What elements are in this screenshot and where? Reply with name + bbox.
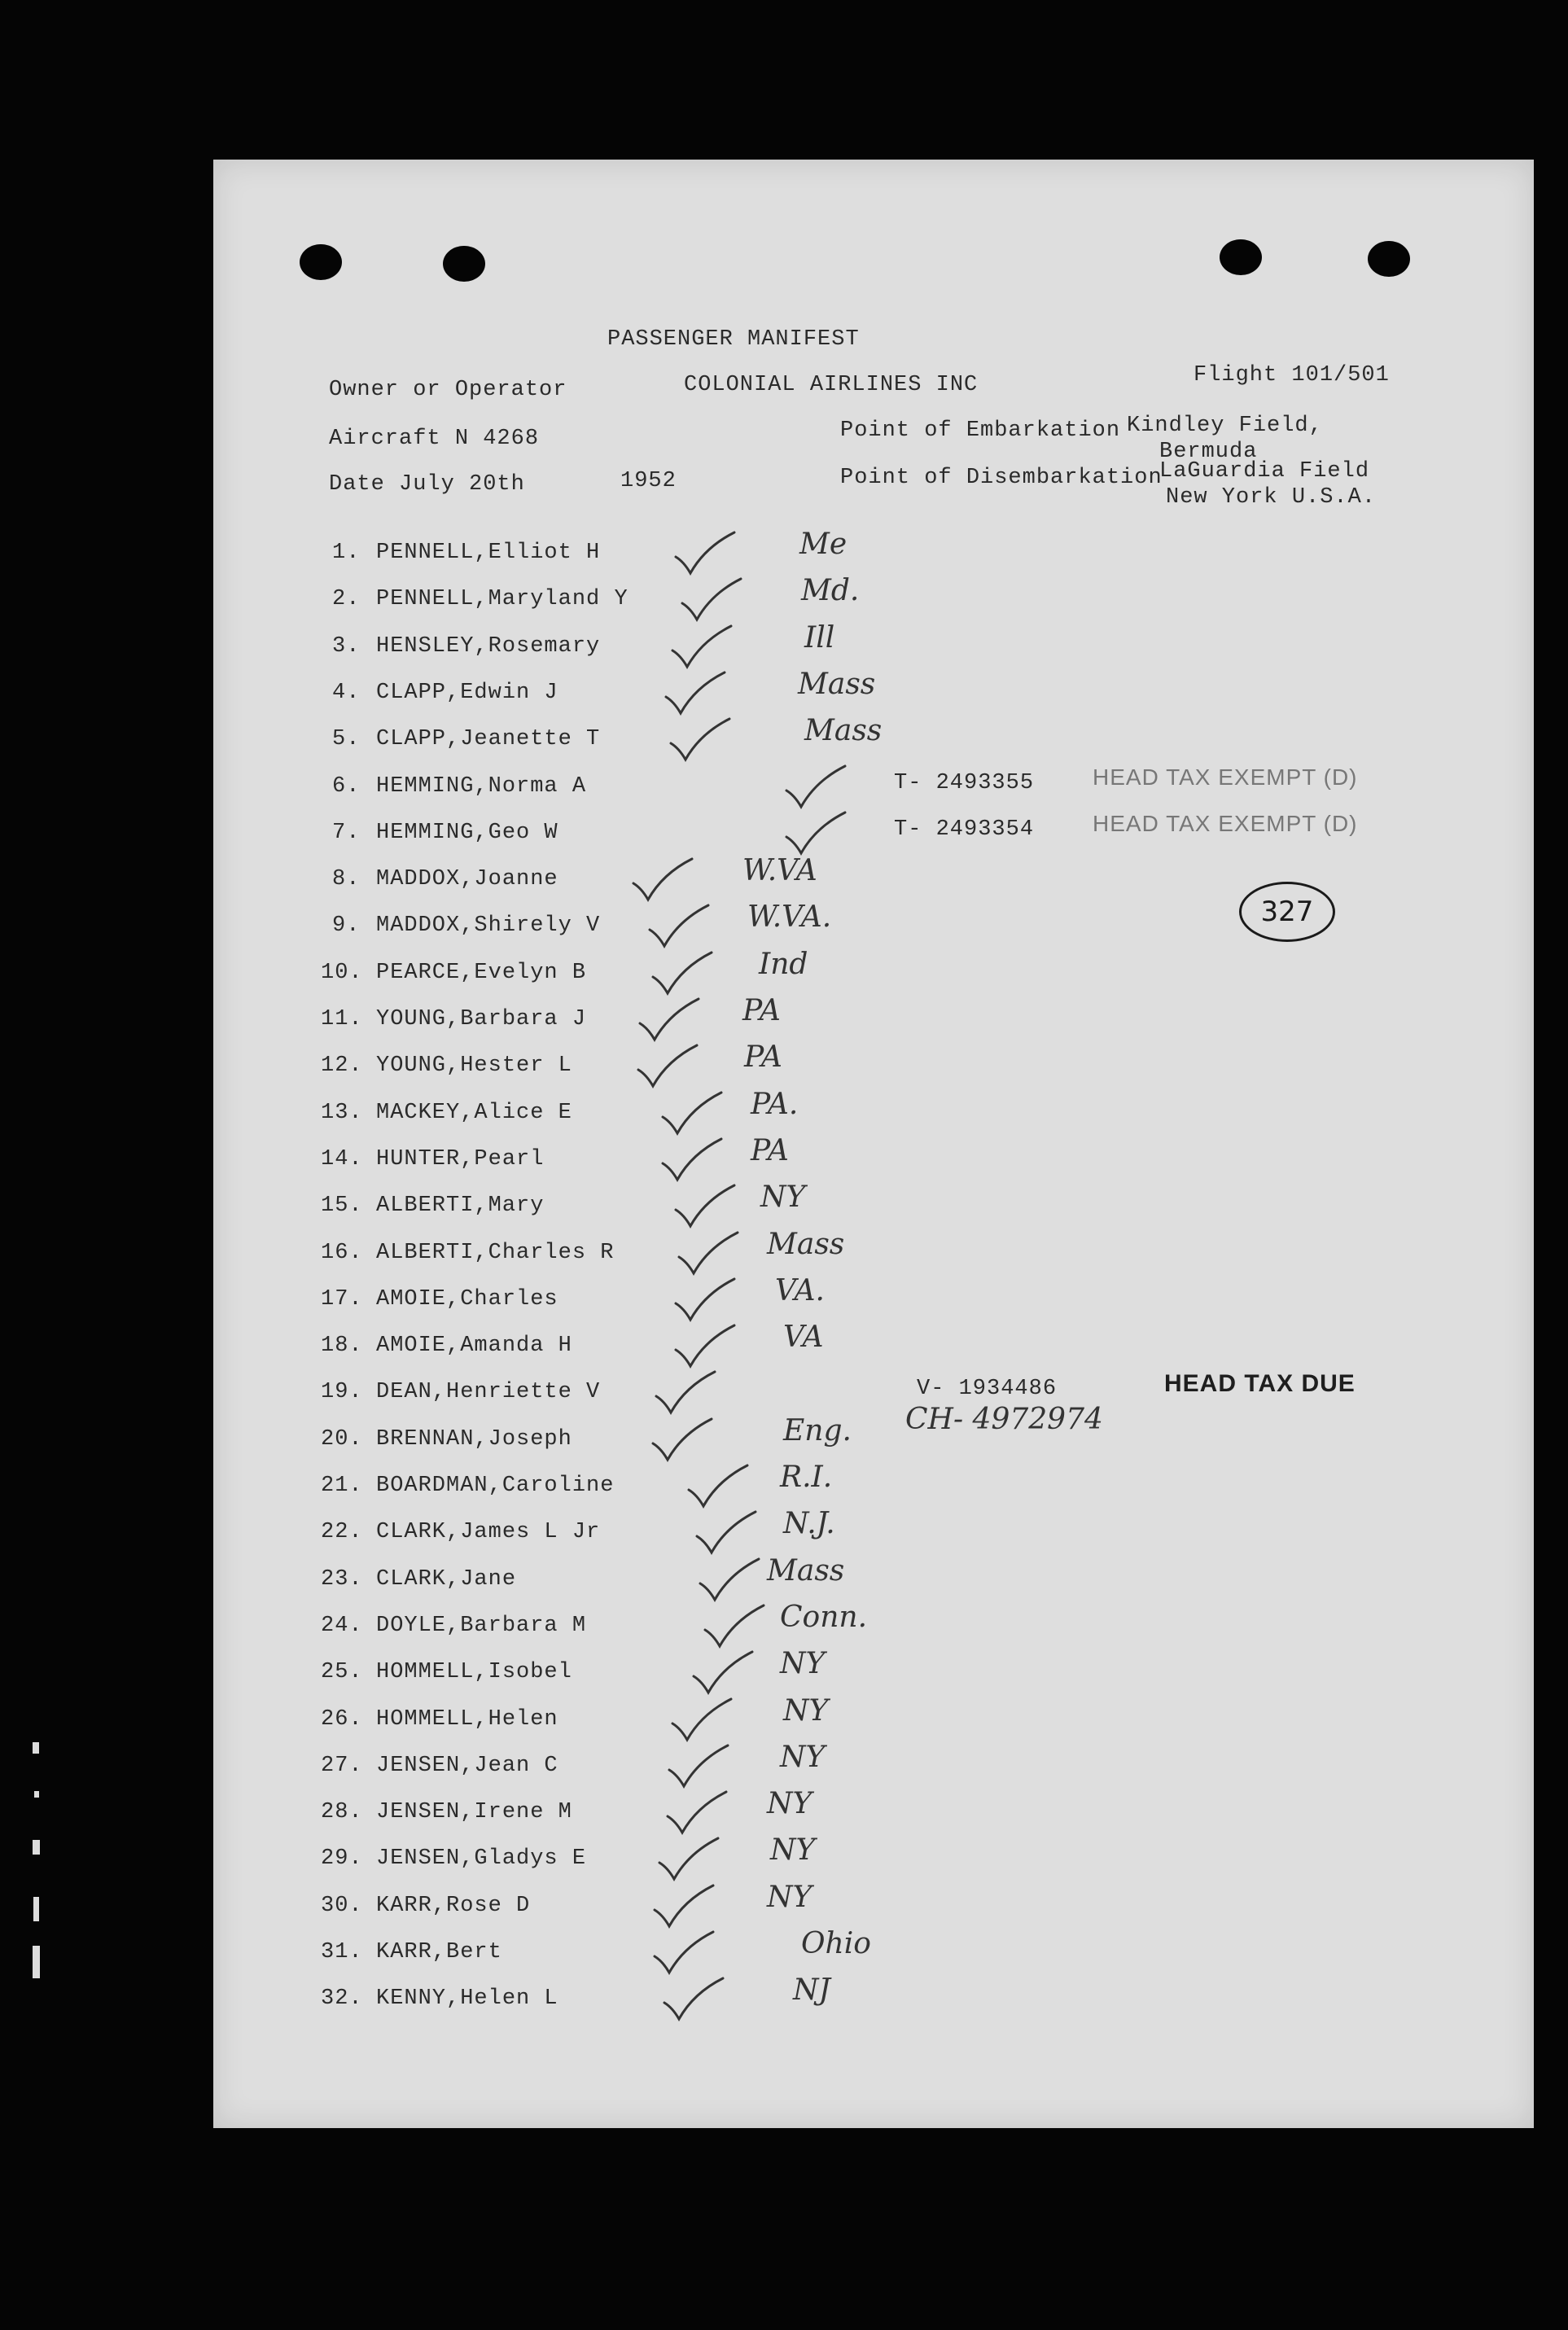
check-mark-icon [669, 1696, 734, 1745]
passenger-name: JENSEN,Jean C [376, 1754, 558, 1778]
flight-number: Flight 101/501 [1194, 363, 1390, 388]
state-note: Md. [801, 574, 860, 607]
check-mark-icon [630, 856, 695, 904]
check-mark-icon [702, 1602, 767, 1651]
punch-hole [300, 244, 342, 280]
check-mark-icon [666, 1742, 731, 1791]
passenger-name: YOUNG,Barbara J [376, 1007, 587, 1031]
ticket-number: T- 2493354 [894, 817, 1035, 842]
passenger-name: HOMMELL,Isobel [376, 1660, 572, 1684]
check-mark-icon [672, 1276, 738, 1325]
passenger-name: DEAN,Henriette V [376, 1380, 601, 1404]
passenger-name: MACKEY,Alice E [376, 1101, 572, 1125]
passenger-name: HUNTER,Pearl [376, 1147, 545, 1172]
passenger-name: HEMMING,Norma A [376, 774, 587, 799]
passenger-name: ALBERTI,Charles R [376, 1241, 615, 1265]
film-edge-marks [31, 1742, 42, 1986]
state-note: Ill [804, 621, 835, 655]
passenger-name: BRENNAN,Joseph [376, 1427, 572, 1452]
ticket-number: V- 1934486 [917, 1377, 1058, 1401]
state-note: Mass [767, 1228, 845, 1261]
row-number: 23. [321, 1567, 363, 1592]
state-note: NJ [793, 1973, 830, 2007]
passenger-name: CLARK,Jane [376, 1567, 517, 1592]
check-mark-icon [650, 949, 715, 998]
passenger-name: CLAPP,Jeanette T [376, 727, 601, 751]
check-mark-icon [679, 576, 744, 624]
page-title: PASSENGER MANIFEST [607, 327, 860, 352]
passenger-name: CLAPP,Edwin J [376, 681, 558, 705]
head-tax-stamp: HEAD TAX EXEMPT (D) [1093, 764, 1358, 790]
passenger-name: JENSEN,Gladys E [376, 1846, 587, 1871]
operator-label: Owner or Operator [329, 378, 567, 402]
row-number: 16. [321, 1241, 363, 1265]
embarkation-value-2: Bermuda [1159, 440, 1258, 464]
state-note: PA [751, 1134, 789, 1167]
state-note: NY [767, 1787, 812, 1820]
row-number: 31. [321, 1940, 363, 1964]
state-note: PA [742, 994, 781, 1027]
aircraft: Aircraft N 4268 [329, 427, 540, 451]
page-number-circle [1239, 882, 1335, 942]
check-mark-icon [635, 1042, 700, 1091]
row-number: 4. [332, 681, 361, 705]
row-number: 29. [321, 1846, 363, 1871]
row-number: 2. [332, 587, 361, 611]
date: Date July 20th [329, 472, 525, 497]
passenger-name: KENNY,Helen L [376, 1986, 558, 2011]
passenger-name: KARR,Bert [376, 1940, 502, 1964]
row-number: 14. [321, 1147, 363, 1172]
check-mark-icon [668, 716, 733, 764]
row-number: 25. [321, 1660, 363, 1684]
state-note: VA [783, 1320, 824, 1354]
passenger-name: BOARDMAN,Caroline [376, 1474, 615, 1498]
passenger-name: HENSLEY,Rosemary [376, 634, 601, 659]
row-number: 12. [321, 1053, 363, 1078]
check-mark-icon [651, 1882, 716, 1931]
row-number: 10. [321, 961, 363, 985]
ticket-number: T- 2493355 [894, 771, 1035, 795]
row-number: 30. [321, 1894, 363, 1918]
state-note: Eng. [783, 1414, 852, 1447]
check-mark-icon [663, 669, 728, 718]
state-note: Mass [804, 714, 883, 747]
state-note: R.I. [780, 1461, 833, 1494]
passenger-name: MADDOX,Shirely V [376, 913, 601, 938]
passenger-name: DOYLE,Barbara M [376, 1614, 587, 1638]
row-number: 22. [321, 1520, 363, 1544]
row-number: 8. [332, 867, 361, 891]
punch-hole [1220, 239, 1262, 275]
head-tax-stamp: HEAD TAX DUE [1164, 1370, 1356, 1397]
check-mark-icon [672, 529, 738, 578]
passenger-name: PEARCE,Evelyn B [376, 961, 587, 985]
disembarkation-value-2: New York U.S.A. [1166, 485, 1377, 510]
check-mark-icon [661, 1975, 726, 2024]
passenger-name: PENNELL,Maryland Y [376, 587, 629, 611]
check-mark-icon [646, 902, 712, 951]
row-number: 27. [321, 1754, 363, 1778]
passenger-name: JENSEN,Irene M [376, 1800, 572, 1824]
passenger-name: AMOIE,Amanda H [376, 1334, 572, 1358]
state-note: NY [783, 1694, 829, 1728]
embarkation-label: Point of Embarkation [840, 418, 1121, 443]
check-mark-icon [690, 1649, 756, 1697]
check-mark-icon [659, 1089, 725, 1138]
state-note: W.VA. [747, 900, 832, 934]
check-mark-icon [783, 809, 848, 858]
row-number: 19. [321, 1380, 363, 1404]
punch-hole [443, 246, 485, 282]
state-note: NY [760, 1180, 806, 1214]
state-note: Mass [767, 1554, 845, 1588]
passenger-name: AMOIE,Charles [376, 1287, 558, 1312]
passenger-name: HEMMING,Geo W [376, 821, 558, 845]
state-note: N.J. [783, 1507, 835, 1540]
check-mark-icon [672, 1182, 738, 1231]
check-mark-icon [694, 1509, 759, 1557]
row-number: 17. [321, 1287, 363, 1312]
state-note: Ind [759, 948, 808, 981]
check-mark-icon [650, 1416, 715, 1465]
check-mark-icon [672, 1322, 738, 1371]
state-note: PA [744, 1040, 782, 1074]
year: 1952 [620, 469, 677, 493]
row-number: 7. [332, 821, 361, 845]
row-number: 18. [321, 1334, 363, 1358]
passenger-name: CLARK,James L Jr [376, 1520, 601, 1544]
state-note: Me [799, 528, 848, 561]
handwritten-number: CH- 4972974 [905, 1403, 1103, 1436]
state-note: NY [780, 1647, 826, 1680]
passenger-name: HOMMELL,Helen [376, 1707, 558, 1732]
manifest-page [213, 160, 1534, 2128]
check-mark-icon [685, 1462, 751, 1511]
row-number: 20. [321, 1427, 363, 1452]
row-number: 15. [321, 1193, 363, 1218]
check-mark-icon [669, 623, 734, 672]
check-mark-icon [676, 1229, 741, 1278]
row-number: 6. [332, 774, 361, 799]
punch-hole [1368, 241, 1410, 277]
row-number: 13. [321, 1101, 363, 1125]
state-note: NY [770, 1833, 816, 1867]
state-note: Mass [798, 668, 876, 701]
row-number: 28. [321, 1800, 363, 1824]
head-tax-stamp: HEAD TAX EXEMPT (D) [1093, 811, 1358, 836]
operator-value: COLONIAL AIRLINES INC [684, 373, 979, 397]
row-number: 5. [332, 727, 361, 751]
check-mark-icon [651, 1929, 716, 1977]
passenger-name: PENNELL,Elliot H [376, 541, 601, 565]
embarkation-value: Kindley Field, [1127, 414, 1323, 438]
row-number: 32. [321, 1986, 363, 2011]
row-number: 9. [332, 913, 361, 938]
check-mark-icon [637, 996, 702, 1045]
check-mark-icon [697, 1556, 762, 1605]
passenger-name: YOUNG,Hester L [376, 1053, 572, 1078]
state-note: NY [780, 1741, 826, 1774]
state-note: VA. [775, 1274, 825, 1307]
check-mark-icon [783, 763, 848, 812]
passenger-name: MADDOX,Joanne [376, 867, 558, 891]
check-mark-icon [664, 1789, 729, 1837]
row-number: 1. [332, 541, 361, 565]
disembarkation-value: LaGuardia Field [1159, 459, 1370, 484]
row-number: 3. [332, 634, 361, 659]
row-number: 26. [321, 1707, 363, 1732]
passenger-name: ALBERTI,Mary [376, 1193, 545, 1218]
state-note: W.VA [742, 854, 817, 887]
check-mark-icon [659, 1136, 725, 1185]
row-number: 21. [321, 1474, 363, 1498]
state-note: Ohio [801, 1927, 871, 1960]
disembarkation-label: Point of Disembarkation [840, 466, 1163, 490]
state-note: Conn. [780, 1601, 868, 1634]
state-note: NY [767, 1881, 812, 1914]
page-number: 327 [1260, 896, 1314, 928]
row-number: 11. [321, 1007, 363, 1031]
check-mark-icon [656, 1835, 721, 1884]
check-mark-icon [653, 1369, 718, 1417]
row-number: 24. [321, 1614, 363, 1638]
state-note: PA. [751, 1088, 799, 1121]
passenger-name: KARR,Rose D [376, 1894, 531, 1918]
